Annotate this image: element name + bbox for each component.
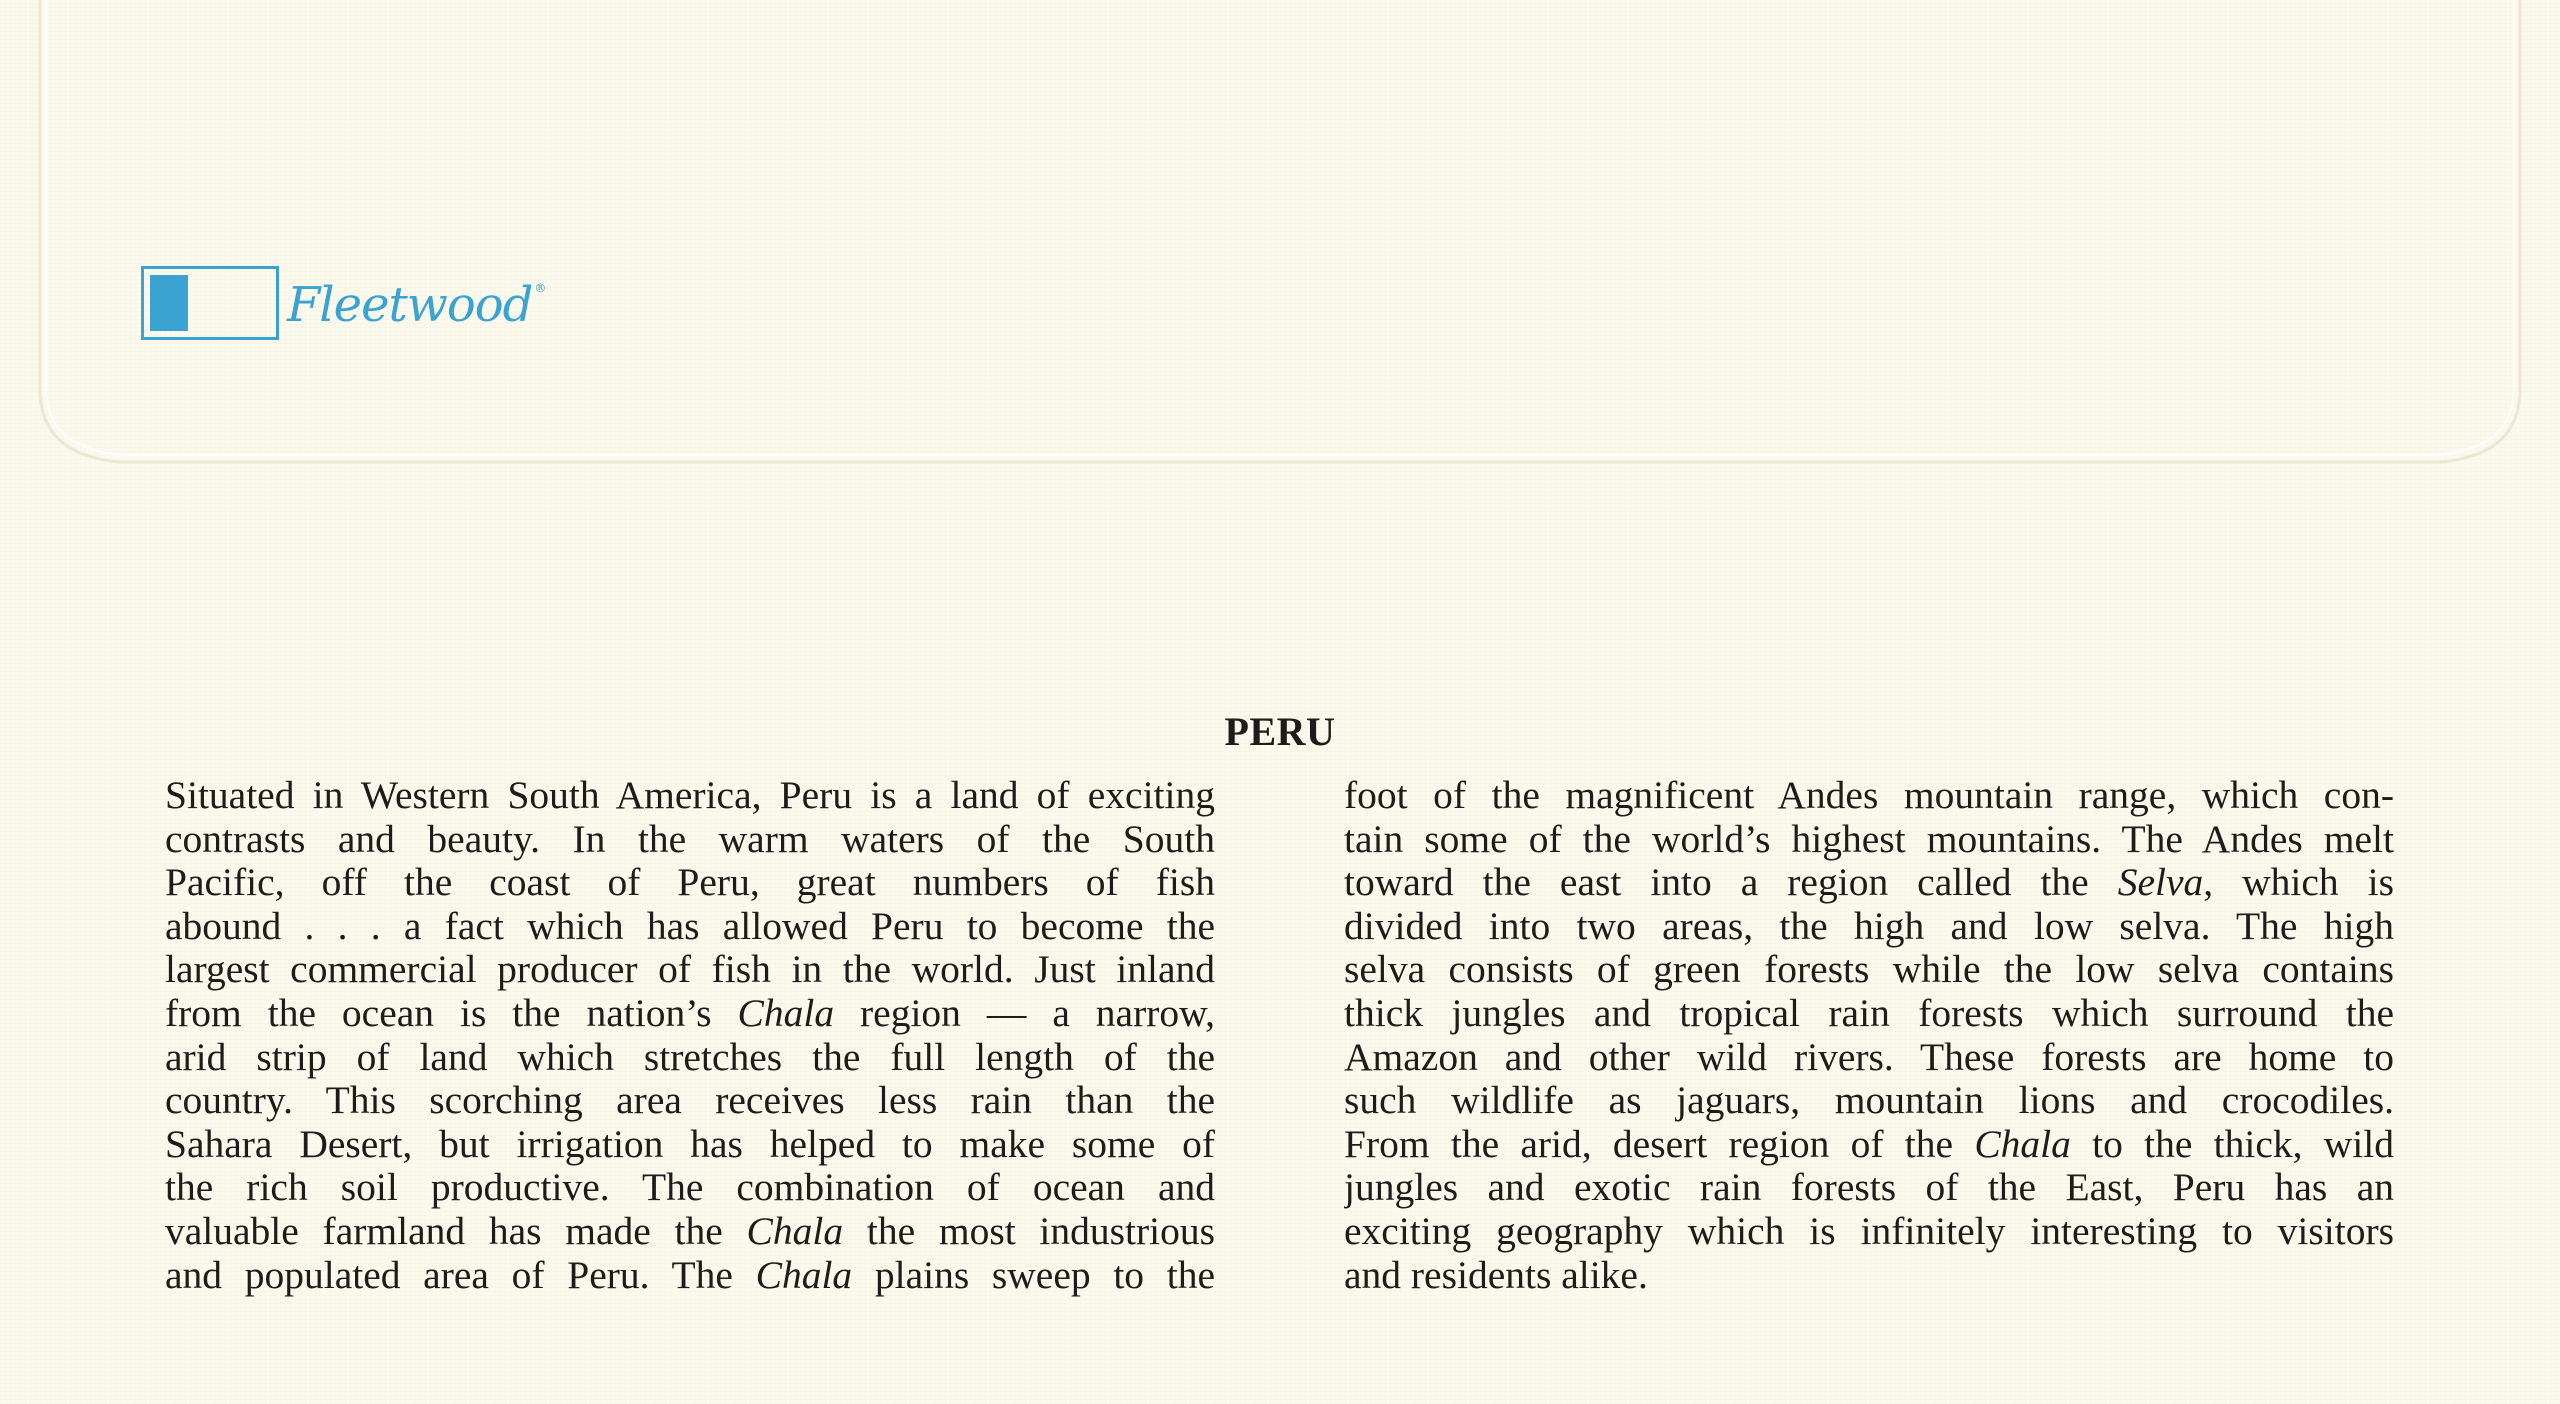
text-line: valuable farmland has made the Chala the most industrious [165, 1209, 1215, 1253]
text-line: abound . . . a fact which has allowed Peru to become the [165, 904, 1215, 948]
text-line: the rich soil productive. The combination of ocean and [165, 1166, 1215, 1210]
italic-term: Selva [2117, 861, 2204, 905]
logo-box-fill [150, 275, 188, 331]
text-line: toward the east into a region called the Selva, which is [1344, 861, 2394, 905]
logo-box [141, 266, 279, 340]
envelope-flap [0, 0, 2560, 480]
text-line: Amazon and other wild rivers. These forests are home to [1344, 1035, 2394, 1079]
text-line: largest commercial producer of fish in the world. Just inland [165, 948, 1215, 992]
text-line: from the ocean is the nation’s Chala region — a narrow, [165, 991, 1215, 1035]
italic-term: Chala [1974, 1122, 2071, 1166]
text-line: and residents alike. [1344, 1253, 1648, 1297]
left-text-column [165, 774, 1215, 1297]
text-line: arid strip of land which stretches the full length of the [165, 1035, 1215, 1079]
text-line: such wildlife as jaguars, mountain lions and crocodiles. [1344, 1079, 2394, 1123]
fleetwood-logo [141, 266, 545, 340]
text-line: tain some of the world’s highest mountains. The Andes melt [1344, 817, 2394, 861]
page-title: PERU [1224, 709, 1336, 754]
text-line: foot of the magnificent Andes mountain range, which con- [1344, 774, 2394, 817]
text-line: Pacific, off the coast of Peru, great numbers of fish [165, 861, 1215, 905]
text-line: and populated area of Peru. The Chala plains sweep to the [165, 1253, 1215, 1297]
text-line: contrasts and beauty. In the warm waters of the South [165, 817, 1215, 861]
text-line: Situated in Western South America, Peru is a land of exciting [165, 774, 1215, 817]
text-line: jungles and exotic rain forests of the East, Peru has an [1344, 1166, 2394, 1210]
text-line: thick jungles and tropical rain forests which surround the [1344, 991, 2394, 1035]
trademark-mark: ® [534, 281, 546, 295]
italic-term: Chala [755, 1253, 853, 1297]
text-line: selva consists of green forests while the low selva contains [1344, 948, 2394, 992]
italic-term: Chala [746, 1209, 844, 1253]
right-text-column [1344, 774, 2394, 1297]
text-line: From the arid, desert region of the Chala to the thick, wild [1344, 1122, 2394, 1166]
italic-term: Chala [737, 991, 835, 1035]
text-line: Sahara Desert, but irrigation has helped to make some of [165, 1122, 1215, 1166]
logo-wordmark: Fleetwood ® [287, 277, 546, 333]
text-line: country. This scorching area receives less rain than the [165, 1079, 1215, 1123]
text-line: divided into two areas, the high and low selva. The high [1344, 904, 2394, 948]
text-line: exciting geography which is infinitely interesting to visitors [1344, 1209, 2394, 1253]
